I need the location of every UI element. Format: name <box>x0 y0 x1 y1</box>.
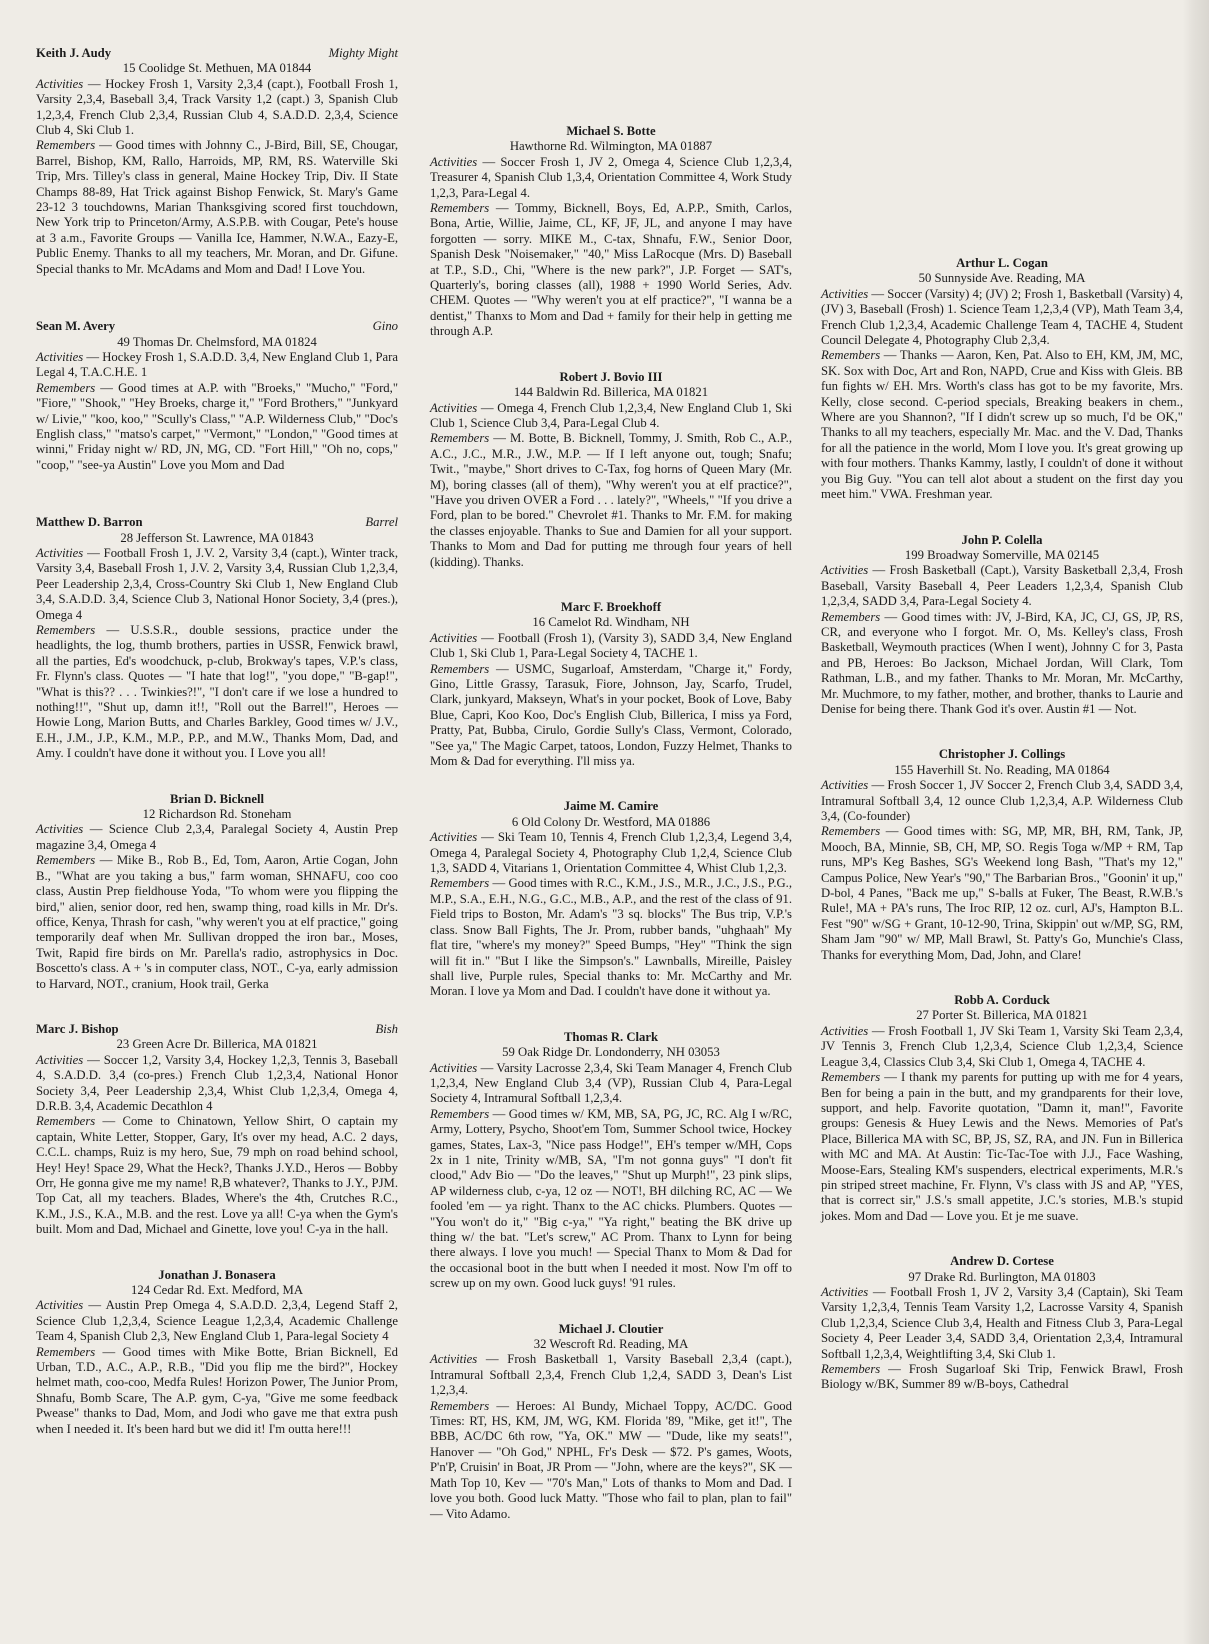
senior-remembers: Remembers — M. Botte, B. Bicknell, Tommy, J. Smith, Rob C., A.P., A.C., J.C., M.R., J.W., M.P. — If I left anyone out, tough; Snafu; Twit., "maybe," Short drives to C-Tax, fog horns of Queen Mary (Mr. M), boring classes (all of them), "Why weren't you at elf practice?", "Have you driven OVER a Ford . . . lately?", "Wheels," "If you drive a Ford, plan to be bored." Chevrolet #1. Thanks to Mr. F.M. for making the classes enjoyable. Thanks to Sue and Damien for all your support. Thanks to Mom and Dad for putting me through four years of hell (kidding). Thanks. <box>430 431 793 569</box>
senior-activities: Activities — Omega 4, French Club 1,2,3,4, New England Club 1, Ski Club 1, Science Club 3,4, Para-Legal Club 4. <box>430 400 792 430</box>
senior-name: Arthur L. Cogan <box>956 256 1048 270</box>
senior-entry <box>36 1022 398 1238</box>
senior-remembers: Remembers — Good times with Mike Botte, Brian Bicknell, Ed Urban, T.D., A.C., A.P., R.B., "Did you flip me the bird?", Hockey helmet math, coo-coo, Medfa Rules! Horizon Power, The Junior Prom, Shnafu, Bomb Scare, The A.P. gym, C-ya, "Give me some feedback Pwease" thanks to Dad, Mom, and Jodi who gave me that extra push when I needed it. It's been hard but we did it! I'm outta here!!! <box>36 1344 399 1436</box>
senior-activities: Activities — Varsity Lacrosse 2,3,4, Ski Team Manager 4, French Club 1,2,3,4, New England Club 3,4 (VP), Russian Club 4, Para-Legal Society 4, Intramural Softball 1,2,3,4. <box>430 1060 792 1106</box>
senior-remembers: Remembers — Come to Chinatown, Yellow Shirt, O captain my captain, White Letter, Stopper, Gary, It's over my head, A.C. 2 days, C.C.L. champs, Ruiz is my hero, Sue, 79 mph on road behind school, Hey! Hey! Space 29, What the Heck?, Thanks J.Y.D., Heros — Bobby Orr, He gonna give me my name! R,B whatever?, Thanks to J.Y., PJM. Top Cat, all my teachers. Blades, Where's the 4th, Crutches R.C., K.M., J.S., K.A., M.B. and the rest. Love ya all! C-ya when the Gym's built. Mom and Dad, Michael and Ginette, love you! C-ya in the hall. <box>36 1114 399 1237</box>
senior-address: 27 Porter St. Billerica, MA 01821 <box>916 1008 1088 1023</box>
senior-address: 12 Richardson Rd. Stoneham <box>142 807 292 822</box>
senior-activities: Activities — Football (Frosh 1), (Varsity 3), SADD 3,4, New England Club 1, Ski Club 1, Para-Legal Society 4, TACHE 1. <box>430 630 792 661</box>
column-right <box>821 0 1183 1393</box>
senior-entry <box>821 256 1183 503</box>
senior-address: 97 Drake Rd. Burlington, MA 01803 <box>908 1269 1096 1284</box>
senior-activities: Activities — Hockey Frosh 1, Varsity 2,3,4 (capt.), Football Frosh 1, Varsity 2,3,4, Baseball 3,4, Track Varsity 1,2 (capt.) 3, Spanish Club 1,2,3,4, French Club 2,3,4, Russian Club 4, S.A.D.D. 2,3,4, Science Club 4, Ski Club 1. <box>36 76 398 138</box>
senior-name: Thomas R. Clark <box>563 1029 659 1044</box>
senior-entry <box>430 1322 792 1522</box>
senior-entry <box>430 1030 792 1292</box>
senior-entry <box>36 319 398 473</box>
senior-address: 16 Camelot Rd. Windham, NH <box>532 615 690 630</box>
senior-name: John P. Colella <box>961 532 1043 547</box>
senior-remembers: Remembers — Thanks — Aaron, Ken, Pat. Also to EH, KM, JM, MC, SK. Sox with Doc, Art and Ron, NAPD, Crue and Kiss with Gleis. BB fun fights w/ EH. Mrs. Worth's class has got to be my favorite, Mrs. Kelly, close second. C-period specials, Breaking beakers in chem., Where are you Shannon?, "If I didn't screw up so much, I'd be OK," Thanks to all my teachers, especially Mr. Mac. and the V. Dad, Thanks for all the patience in the world, Mom I love you. It's great growing up with four mothers. Thanks Kammy, lastly, I couldn't of done it without you Big Guy. "You can tell alot about a student on the first day you meet him." VWA. Freshman year. <box>821 348 1183 502</box>
senior-entry <box>430 370 792 570</box>
senior-remembers: Remembers — Good times with: SG, MP, MR, BH, RM, Tank, JP, Mooch, BA, Minnie, SB, CH, MP, SO. Regis Toga w/MP + RM, Tap runs, MP's Keg Bashes, SG's Weekend long Bash, "That's my 12," Campus Police, New Year's "90," The Barbarian Bros., "Goonin' it up," D-bol, 4 Panes, "Back me up," S-balls at Fuker, The Beast, R.W.B.'s Rule!, MA + PA's runs, The Iroc RIP, 12 oz. curl, AJ's, Hampton B.L. Fest "90" w/SG + Grant, 10-12-90, Trina, Skippin' out w/MP, SG, RM, Sham Jam "90" w/ MP, Mall Brawl, St. Patty's Go, Munchie's Class, Thanks for everything Mom, Dad, John, and Clare! <box>821 824 1184 962</box>
senior-activities: Activities — Football Frosh 1, J.V. 2, Varsity 3,4 (capt.), Winter track, Varsity 3,4, Baseball Frosh 1, J.V. 2, Varsity 3,4, Russian Club 1,2,3,4, Peer Leadership 2,3,4, Cross-Country Ski Club 1, New England Club 3,4, S.A.D.D. 3,4, Science Club 3, National Honor Society, 3,4 (pres.), Omega 4 <box>36 545 398 622</box>
senior-activities: Activities — Soccer Frosh 1, JV 2, Omega 4, Science Club 1,2,3,4, Treasurer 4, Spanish Club 1,3,4, Orientation Committee 4, Work Study 1,2,3, Para-Legal 4. <box>430 154 793 200</box>
senior-activities: Activities — Science Club 2,3,4, Paralegal Society 4, Austin Prep magazine 3,4, Omega 4 <box>36 822 399 852</box>
senior-name: Jaime M. Camire <box>563 799 659 814</box>
senior-activities: Activities — Frosh Football 1, JV Ski Team 1, Varsity Ski Team 2,3,4, JV Tennis 3, French Club 1,2,3,4, Science Club 1,2,3,4, Science League 3,4, Classics Club 3,4, Ski Club 1, Omega 4, TACHE 4. <box>821 1023 1183 1069</box>
senior-name: Brian D. Bicknell <box>169 791 265 806</box>
senior-activities: Activities — Hockey Frosh 1, S.A.D.D. 3,4, New England Club 1, Para Legal 4, T.A.C.H.E. 1 <box>36 349 398 380</box>
senior-address: 124 Cedar Rd. Ext. Medford, MA <box>131 1283 303 1298</box>
senior-activities: Activities — Football Frosh 1, JV 2, Varsity 3,4 (Captain), Ski Team Varsity 1,2,3,4, Tennis Team Varsity 1,2, Lacrosse Varsity 4, Spanish Club 1,2,3,4, Science Club 3,4, Health and Fitness Club 3, Para-Legal Society 4, Peer Leader 3,4, SADD 3,4, Orientation 2,3,4, Intramural Softball 1,2,3,4, Weightlifting 3,4, Ski Club 1. <box>821 1284 1184 1361</box>
senior-entry <box>36 1268 398 1437</box>
senior-address: 199 Broadway Somerville, MA 02145 <box>904 547 1100 562</box>
senior-address: 32 Wescroft Rd. Reading, MA <box>533 1337 689 1352</box>
senior-address: 155 Haverhill St. No. Reading, MA 01864 <box>894 762 1110 777</box>
senior-remembers: Remembers — Good times at A.P. with "Broeks," "Mucho," "Ford," "Fiore," "Shook," "Hey Broeks, charge it," "Ford Brothers," "Junkyard w/ Livie," "koo, koo," "Scully's Class," "A.P. Wilderness Club," "Doc's English class," "matso's carpet," "Vermont," "London," "Good times at winni," Friday night w/ RD, JN, MG, CD. "Fort Hill," "Oh no, cops," "coop," "see-ya Austin" Love you Mom and Dad <box>36 380 399 472</box>
senior-remembers: Remembers — I thank my parents for putting up with me for 4 years, Ben for being a pain in the butt, and my grandparents for their love, support, and help. Favorite quotation, "Damn it, man!", Favorite groups: Genesis & Huey Lewis and the News. Memories of Pat's Place, Billerica MA with SC, BP, JS, SZ, RA, and JN. Fun in Billerica with MC and MA. At Austin: Tic-Tac-Toe with J.J., Face Washing, Moose-Ears, Stealing KM's suspenders, electrical experiments, M.R.'s pin striped street machine, Fr. Flynn, V's class with JS and AP, "YES, that is correct sir," J.S.'s small appetite, J.C.'s stories, M.B.'s stupid jokes. Mom and Dad — Love you. Et je me suave. <box>821 1070 1183 1223</box>
senior-nickname: Bish <box>375 1021 398 1036</box>
senior-entry <box>821 993 1183 1224</box>
senior-name: Sean M. Avery <box>36 319 116 334</box>
senior-activities: Activities — Frosh Basketball (Capt.), Varsity Basketball 2,3,4, Frosh Baseball, Varsity Baseball 4, Peer Leaders 1,2,3,4, Spanish Club 1,2,3,4, SADD 3,4, Para-Legal Society 4. <box>821 563 1183 609</box>
senior-remembers: Remembers — Good times with Johnny C., J-Bird, Bill, SE, Chougar, Barrel, Bishop, KM, Rallo, Harroids, MP, RM, RS. Waterville Ski Trip, Mrs. Tilley's class in general, Maine Hockey Trip, Div. II State Champs 88-89, Hat Trick against Bishop Fenwick, St. Mary's Game 23-12 3 touchdowns, Marian Thanksgiving scored first touchdown, New York trip to Princeton/Army, A.S.P.B. with Cougar, Pete's house at 3 a.m., Favorite Groups — Vanilla Ice, Hammer, N.W.A., Eazy-E, Public Enemy. Thanks to all my teachers, Mr. Moran, and Dr. Gifune. Special thanks to Mr. McAdams and Mom and Dad! I Love You. <box>36 138 398 276</box>
senior-address: Hawthorne Rd. Wilmington, MA 01887 <box>509 139 713 154</box>
senior-entry <box>36 46 398 277</box>
senior-activities: Activities — Soccer 1,2, Varsity 3,4, Hockey 1,2,3, Tennis 3, Baseball 4, S.A.D.D. 3,4 (co-pres.) French Club 1,2,3,4, National Honor Society 3,4, Peer Leadership 2,3,4, Whist Club 1,2,3,4, Omega 4, D.R.B. 3,4, Academic Decathlon 4 <box>36 1052 399 1113</box>
senior-remembers: Remembers — Mike B., Rob B., Ed, Tom, Aaron, Artie Cogan, John B., "What are you taking a bus," farm woman, SHNAFU, coo coo class, Austin Prep fieldhouse Yoda, "To whom were you flipping the bird," alien, senior door, red hen, swamp thing, road kills in Mr. Dr's. office, Kenya, Thrash for cash, "why weren't you at elf practice," going temporarily deaf when Mr. Sullivan dropped the iron bar., Moses, Twit, Rapid fire birds on Mr. Parella's radio, astrophysics in Doc. Boscetto's class. A + 's in computer class, NOT., C-ya, early admission to Harvard, NOT., cranium, Hook trail, Gerka <box>36 853 399 991</box>
senior-remembers: Remembers — Heroes: Al Bundy, Michael Toppy, AC/DC. Good Times: RT, HS, KM, JM, WG, KM. Florida '89, "Mike, get it!", The BBB, AC/DC 6th row, "Ya, OK." MW — "Dude, like my seats!", Hanover — "Oh God," NPHL, Fr's Desk — $72. P's games, Woots, P'n'P, Cruisin' in Boat, JR Prom — "John, where are the keys?", SK — Math Top 10, Kev — "70's Man," Lots of thanks to Mom and Dad. I love you both. Good luck Matty. "Those who fail to plan, plan to fail" — Vito Adamo. <box>430 1398 792 1521</box>
senior-entry <box>821 533 1183 718</box>
senior-remembers: Remembers — USMC, Sugarloaf, Amsterdam, "Charge it," Fordy, Gino, Little Grassy, Tarasuk, Fiore, Johnson, Jay, Scarfo, Trudel, Clark, junkyard, Makseyn, What's in your pocket, Book of Love, Baby Blue, Capri, Koo Koo, Doc's English Club, Billerica, I miss ya Ford, Pratty, Pat, Bubba, Cirulo, Gordie Sully's Class, Vermont, Colorado, "See ya," The Magic Carpet, tatoos, London, Fuzzy Helmet, Thanks to Mom & Dad for everything. I'll miss ya. <box>430 661 793 769</box>
senior-address: 6 Old Colony Dr. Westford, MA 01886 <box>511 814 711 829</box>
senior-address: 28 Jefferson St. Lawrence, MA 01843 <box>120 530 314 545</box>
senior-name: Andrew D. Cortese <box>950 1254 1054 1269</box>
page-edge-shadow <box>1183 0 1209 1644</box>
senior-entry <box>430 600 792 769</box>
senior-address: 23 Green Acre Dr. Billerica, MA 01821 <box>116 1037 318 1052</box>
senior-activities: Activities — Frosh Basketball 1, Varsity Baseball 2,3,4 (capt.), Intramural Softball 2,3,4, French Club 1,2,4, SADD 3, Dean's List 1,2,3,4. <box>430 1352 792 1398</box>
senior-activities: Activities — Soccer (Varsity) 4; (JV) 2; Frosh 1, Basketball (Varsity) 4, (JV) 3, Baseball (Frosh) 1. Science Team 1,2,3,4 (VP), Math Team 3,4, French Club 1,2,3,4, Academic Challenge Team 4, TACHE 4, Student Council Delegate 4, Photography Club 2,3,4. <box>821 286 1184 348</box>
senior-nickname: Barrel <box>365 515 398 530</box>
senior-name: Marc F. Broekhoff <box>560 599 662 614</box>
senior-address: 15 Coolidge St. Methuen, MA 01844 <box>122 61 312 76</box>
senior-address: 50 Sunnyside Ave. Reading, MA <box>918 271 1086 286</box>
senior-remembers: Remembers — Tommy, Bicknell, Boys, Ed, A.P.P., Smith, Carlos, Bona, Artie, Willie, Jaime, CL, KF, JF, JL, and anyone I may have forgotten — sorry. MIKE M., C-tax, Shnafu, F.W., Senior Door, Spanish Desk "Noisemaker," "40," Miss LaRocque (Mrs. D) Baseball at T.P., S.D., Chi, "Where is the new park?", J.P. Forget — SAT's, Quarterly's, boring classes (all), 1988 + 1990 World Series, Adv. CHEM. Quotes — "Why weren't you at elf practice?", "I wanna be a dentist," Thanxs to Mom and Dad + family for their help in getting me through A.P. <box>430 201 792 339</box>
senior-name: Matthew D. Barron <box>36 515 143 530</box>
senior-name: Christopher J. Collings <box>938 747 1066 762</box>
senior-activities: Activities — Frosh Soccer 1, JV Soccer 2, French Club 3,4, SADD 3,4, Intramural Softball 3,4, 12 ounce Club 1,2,3,4, A.P. Wilderness Club 3,4, (Co-founder) <box>821 778 1184 823</box>
column-left <box>36 46 398 1437</box>
senior-nickname: Gino <box>372 319 398 334</box>
senior-entry <box>36 515 398 762</box>
senior-activities: Activities — Austin Prep Omega 4, S.A.D.D. 2,3,4, Legend Staff 2, Science Club 1,2,3,4, Science League 1,2,3,4, Academic Challenge Team 4, Spanish Club 2,3, New England Club 1, Para-legal Society 4 <box>36 1298 398 1344</box>
senior-entry <box>36 792 398 992</box>
senior-name: Michael J. Cloutier <box>558 1321 664 1336</box>
senior-remembers: Remembers — Frosh Sugarloaf Ski Trip, Fenwick Brawl, Frosh Biology w/BK, Summer 89 w/B-boys, Cathedral <box>821 1362 1184 1392</box>
senior-address: 59 Oak Ridge Dr. Londonderry, NH 03053 <box>502 1045 720 1060</box>
column-middle <box>430 0 792 1522</box>
senior-name: Robb A. Corduck <box>954 993 1050 1008</box>
senior-nickname: Mighty Might <box>328 46 398 60</box>
senior-entry <box>821 747 1183 963</box>
senior-name: Marc J. Bishop <box>36 1021 119 1036</box>
senior-name: Robert J. Bovio III <box>559 369 663 384</box>
senior-activities: Activities — Ski Team 10, Tennis 4, French Club 1,2,3,4, Legend 3,4, Omega 4, Paralegal Society 4, Photography Club 1,2,4, Science Club 1,3, SADD 4, Vitarians 1, Orientation Committee 4, Whist Club 1,2,3. <box>430 830 792 876</box>
senior-name: Keith J. Audy <box>36 46 112 60</box>
senior-remembers: Remembers — Good times with: JV, J-Bird, KA, JC, CJ, GS, JP, RS, CR, and everyone who I forgot. Mr. O, Ms. Kelley's class, Frosh Basketball, Weymouth practices (When I went), Johnny C for 3, Pasta and PB, Heroes: Bo Jackson, Michael Jordan, Will Clark, Tom Rathman, L.B., and my father. Thanks to Mr. Moran, Mr. McCarthy, Mr. Muchmore, to my father, mother, and brother, thanks to Laurie and Denise for being there. Thank God it's over. Austin #1 — Not. <box>821 609 1183 716</box>
senior-name: Jonathan J. Bonasera <box>158 1267 276 1282</box>
senior-address: 49 Thomas Dr. Chelmsford, MA 01824 <box>117 334 317 349</box>
senior-remembers: Remembers — U.S.S.R., double sessions, practice under the headlights, the log, thumb brothers, parties in USSR, Fenwick brawl, all the parties, Ed's woodchuck, p-club, Brokway's tapes, V.P.'s class, Fr. Flynn's class. Quotes — "I hate that log!", "you dope," "B-gap!", "What is this?? . . . Twinkies?!", "I don't care if we lose a hundred to nothing!!", "Shut up, damn it!!, "Roll out the Barrel!", Heroes — Howie Long, Marion Butts, and Charles Barkley, Good times w/ J.V., E.H., J.M., J.P., K.M., M.P., P.P., and M.W., Thanks Mom, Dad, and Amy. I couldn't have done it without you. I Love you all! <box>36 623 398 761</box>
senior-address: 144 Baldwin Rd. Billerica, MA 01821 <box>513 385 709 400</box>
senior-remembers: Remembers — Good times w/ KM, MB, SA, PG, JC, RC. Alg I w/RC, Army, Lottery, Psycho, Shoot'em Tom, Summer School twice, Hockey games, States, Lax-3, "Nice pass Hodge!", EH's temper w/MH, Cops 2x in 1 nite, Trinity w/MB, SA, "I'm not gonna guys" "I don't fit clood," Adv Bio — "Do the leaves," "Shut up Murph!", 23 pink slips, AP wilderness club, c-ya, 12 oz — NOT!, BH dilching RC, AC — We fooled 'em — ya right. Thanx to the AC chicks. Plumbers. Quotes — "You won't do it," "Big c-ya," "Ya right," beating the BK drive up thing w/ the bat. "Let's screw," AC Prom. Thanx to Lynn for being there always. I love you much! — Special Thanx to Mom & Dad for the occasional boot in the butt when I needed it most. Now I'm off to screw up on my own. Good luck guys! '91 rules. <box>430 1106 792 1291</box>
senior-entry <box>430 124 792 340</box>
senior-name: Michael S. Botte <box>566 124 656 138</box>
senior-remembers: Remembers — Good times with R.C., K.M., J.S., M.R., J.C., J.S., P.G., M.P., S.A., E.H., N.G., G.C., M.B., A.P., and the rest of the class of 91. Field trips to Boston, Mr. Adam's "3 sq. blocks" The Bus trip, V.P.'s class. Snow Ball Fights, The Jr. Prom, rubber bands, "uhghaah" My flat tire, "where's my money?" Speed Bumps, "Hey" "Think the sign will fit in." "But I like the Simpson's." Lawnballs, Mireille, Paisley shall live, Purple rules, Special thanks to: Mr. McCarthy and Mr. Moran. I love ya Mom and Dad. I couldn't have done it without ya. <box>430 876 792 999</box>
senior-entry <box>821 1254 1183 1393</box>
senior-entry <box>430 799 792 999</box>
